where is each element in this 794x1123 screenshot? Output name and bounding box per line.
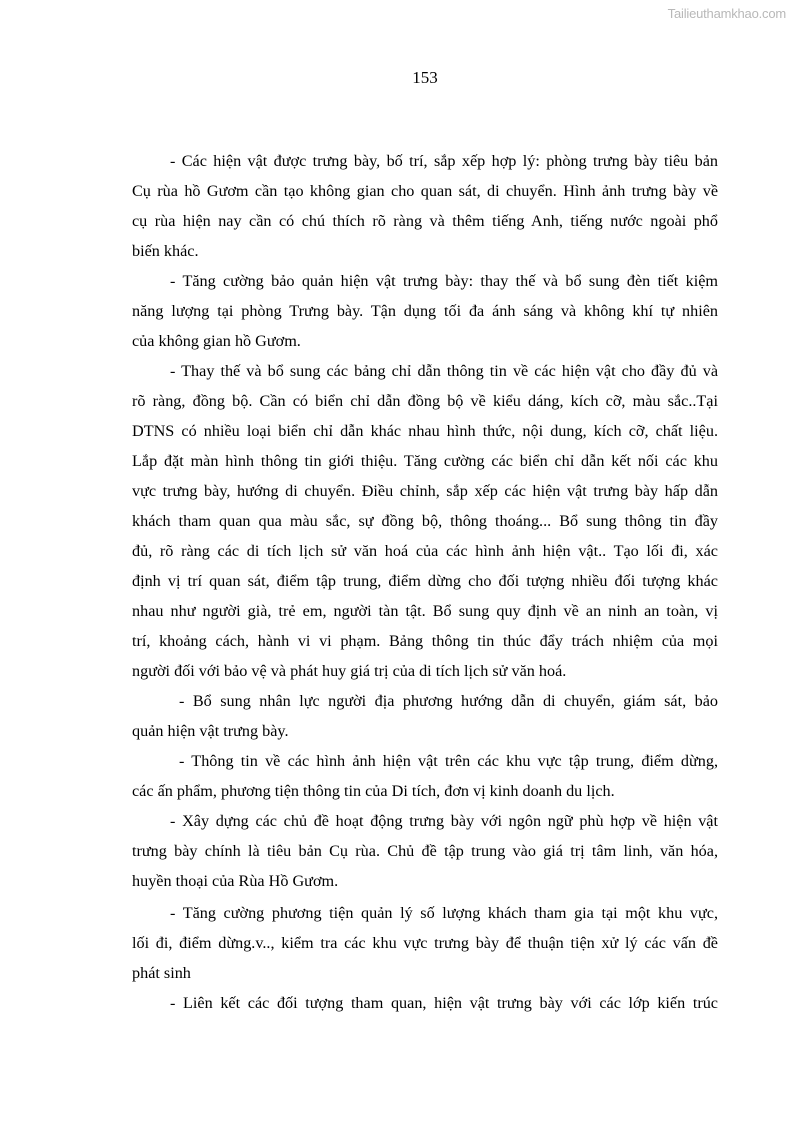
text-line [170,266,718,296]
text-line [132,596,718,626]
text-line [132,928,718,958]
page-number: 153 [412,68,438,87]
watermark: Tailieuthamkhao.com [667,6,786,21]
text-line [132,386,718,416]
line-text: trưng bày chính là tiêu bản Cụ rùa. Chủ đề tập trung vào giá trị tâm linh, văn hóa, [132,842,718,860]
line-text: - Xây dựng các chủ đề hoạt động trưng bày với ngôn ngữ phù hợp về hiện vật [170,812,718,830]
line-text: - Tăng cường phương tiện quản lý số lượng khách tham gia tại một khu vực, [170,904,718,922]
text-line [132,416,718,446]
text-line [132,626,718,656]
line-text: Cụ rùa hồ Gươm cần tạo không gian cho quan sát, di chuyển. Hình ảnh trưng bày về [132,182,718,200]
text-line [170,146,718,176]
text-line [132,326,718,356]
line-text: nhau như người già, trẻ em, người tàn tật. Bổ sung quy định về an ninh an toàn, vị [132,602,718,620]
line-text: Lắp đặt màn hình thông tin giới thiệu. Tăng cường các biển chỉ dẫn kết nối các khu [132,452,718,470]
line-text: khách tham quan qua màu sắc, sự đồng bộ, thông thoáng... Bổ sung thông tin đầy [132,512,718,530]
line-text: định vị trí quan sát, điểm tập trung, điểm dừng cho đối tượng nhiều đối tượng khác [132,572,718,590]
line-text: phát sinh [132,964,191,982]
line-text: - Liên kết các đối tượng tham quan, hiện vật trưng bày với các lớp kiến trúc [170,994,718,1012]
text-line [132,836,718,866]
text-line [132,446,718,476]
text-line [132,716,718,746]
line-text: cụ rùa hiện nay cần có chú thích rõ ràng và thêm tiếng Anh, tiếng nước ngoài phổ [132,212,718,230]
text-line [132,958,718,988]
text-line [132,536,718,566]
line-text: của không gian hồ Gươm. [132,332,301,350]
line-text: - Tăng cường bảo quản hiện vật trưng bày: thay thế và bổ sung đèn tiết kiệm [170,272,718,290]
line-text: DTNS có nhiều loại biển chỉ dẫn khác nhau hình thức, nội dung, kích cỡ, chất liệu. [132,422,718,440]
text-line [132,236,718,266]
text-line [132,176,718,206]
line-text: năng lượng tại phòng Trưng bày. Tận dụng tối đa ánh sáng và không khí tự nhiên [132,302,718,320]
text-line [179,686,718,716]
text-line [179,746,718,776]
text-line [132,296,718,326]
text-line [170,356,718,386]
line-text: quản hiện vật trưng bày. [132,722,289,740]
text-line [132,506,718,536]
text-line [132,566,718,596]
line-text: rõ ràng, đồng bộ. Cần có biển chỉ dẫn đồng bộ về kiểu dáng, kích cỡ, màu sắc..Tại [132,392,718,410]
line-text: các ấn phẩm, phương tiện thông tin của Di tích, đơn vị kinh doanh du lịch. [132,782,615,800]
line-text: biến khác. [132,242,199,260]
text-line [132,656,718,686]
line-text: - Bổ sung nhân lực người địa phương hướng dẫn di chuyển, giám sát, bảo [179,692,718,710]
line-text: - Thông tin về các hình ảnh hiện vật trên các khu vực tập trung, điểm dừng, [179,752,718,770]
text-line [170,988,718,1018]
text-line [170,806,718,836]
line-text: người đối với bảo vệ và phát huy giá trị của di tích lịch sử văn hoá. [132,662,567,680]
text-line [132,206,718,236]
text-line [132,776,718,806]
line-text: đủ, rõ ràng các di tích lịch sử văn hoá của các hình ảnh hiện vật.. Tạo lối đi, xác [132,542,718,560]
text-line [170,898,718,928]
line-text: - Các hiện vật được trưng bày, bố trí, sắp xếp hợp lý: phòng trưng bày tiêu bản [170,152,718,170]
line-text: vực trưng bày, hướng di chuyển. Điều chỉnh, sắp xếp các hiện vật trưng bày hấp dẫn [132,482,718,500]
line-text: trí, khoảng cách, hành vi vi phạm. Bảng thông tin thúc đẩy trách nhiệm của mọi [132,632,718,650]
line-text: huyền thoại của Rùa Hồ Gươm. [132,872,339,890]
line-text: lối đi, điểm dừng.v.., kiểm tra các khu vực trưng bày để thuận tiện xử lý các vấn đề [132,934,718,952]
line-text: - Thay thế và bổ sung các bảng chỉ dẫn thông tin về các hiện vật cho đầy đủ và [170,362,718,380]
text-line [132,866,718,896]
text-line [132,476,718,506]
